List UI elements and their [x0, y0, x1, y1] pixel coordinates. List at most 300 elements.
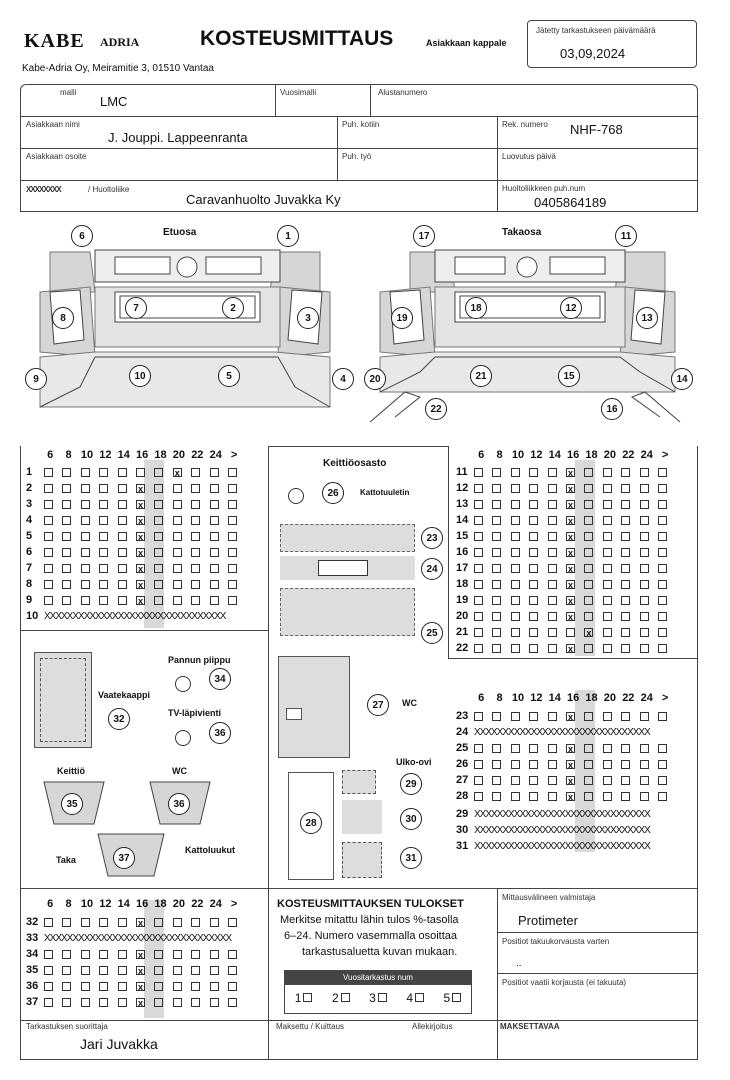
checkbox[interactable] [118, 998, 127, 1007]
checkbox[interactable] [621, 792, 630, 801]
checkbox[interactable] [44, 596, 53, 605]
checkbox[interactable] [99, 468, 108, 477]
checkbox[interactable] [658, 644, 667, 653]
checkbox[interactable] [511, 548, 520, 557]
checkbox[interactable] [210, 468, 219, 477]
checkbox[interactable] [474, 564, 483, 573]
checkbox[interactable] [154, 468, 163, 477]
checkbox[interactable] [603, 744, 612, 753]
checkbox[interactable] [621, 712, 630, 721]
checkbox[interactable] [584, 776, 593, 785]
checkbox[interactable] [228, 484, 237, 493]
checkbox[interactable] [81, 982, 90, 991]
checkbox[interactable] [474, 500, 483, 509]
checkbox[interactable] [603, 532, 612, 541]
valmistaja-value[interactable]: Protimeter [518, 913, 578, 928]
vuosi-check-3[interactable]: 3 [369, 991, 387, 1005]
checkbox[interactable] [210, 998, 219, 1007]
checkbox[interactable] [44, 484, 53, 493]
checkbox[interactable] [492, 532, 501, 541]
checkbox[interactable] [584, 484, 593, 493]
checkbox[interactable] [228, 950, 237, 959]
checkbox[interactable] [658, 580, 667, 589]
checkbox[interactable] [511, 776, 520, 785]
checkbox[interactable]: x [567, 743, 573, 754]
checkbox[interactable]: x [137, 563, 143, 574]
checkbox[interactable] [658, 468, 667, 477]
checkbox[interactable] [603, 516, 612, 525]
huolto-puh-value[interactable]: 0405864189 [534, 195, 607, 210]
checkbox[interactable] [658, 760, 667, 769]
checkbox[interactable] [81, 500, 90, 509]
checkbox[interactable] [62, 468, 71, 477]
checkbox[interactable] [210, 950, 219, 959]
checkbox[interactable] [474, 548, 483, 557]
checkbox[interactable] [492, 516, 501, 525]
checkbox[interactable] [154, 500, 163, 509]
checkbox[interactable] [44, 548, 53, 557]
checkbox[interactable]: x [567, 759, 573, 770]
checkbox[interactable] [492, 612, 501, 621]
checkbox[interactable] [603, 776, 612, 785]
checkbox[interactable] [154, 484, 163, 493]
checkbox[interactable] [228, 982, 237, 991]
checkbox[interactable] [492, 792, 501, 801]
checkbox[interactable] [658, 612, 667, 621]
checkbox[interactable] [621, 484, 630, 493]
checkbox[interactable] [62, 580, 71, 589]
checkbox[interactable] [548, 580, 557, 589]
checkbox[interactable] [191, 596, 200, 605]
checkbox[interactable] [81, 468, 90, 477]
checkbox[interactable] [474, 760, 483, 769]
checkbox[interactable] [492, 500, 501, 509]
checkbox[interactable] [658, 516, 667, 525]
checkbox[interactable] [492, 712, 501, 721]
checkbox[interactable] [99, 918, 108, 927]
checkbox[interactable] [210, 918, 219, 927]
checkbox[interactable] [584, 712, 593, 721]
checkbox[interactable] [511, 644, 520, 653]
checkbox[interactable] [191, 982, 200, 991]
checkbox[interactable] [228, 500, 237, 509]
checkbox[interactable] [474, 776, 483, 785]
checkbox[interactable] [118, 966, 127, 975]
checkbox[interactable]: x [567, 563, 573, 574]
checkbox[interactable] [640, 596, 649, 605]
checkbox[interactable] [99, 596, 108, 605]
checkbox[interactable]: x [567, 579, 573, 590]
checkbox[interactable] [191, 580, 200, 589]
checkbox[interactable]: x [567, 775, 573, 786]
checkbox[interactable] [191, 532, 200, 541]
checkbox[interactable] [210, 500, 219, 509]
checkbox[interactable] [529, 628, 538, 637]
checkbox[interactable] [548, 468, 557, 477]
checkbox[interactable] [81, 580, 90, 589]
checkbox[interactable] [474, 468, 483, 477]
checkbox[interactable] [584, 468, 593, 477]
checkbox[interactable] [154, 564, 163, 573]
checkbox[interactable] [99, 982, 108, 991]
asiakas-value[interactable]: J. Jouppi. Lappeenranta [108, 130, 248, 145]
checkbox[interactable]: x [567, 531, 573, 542]
checkbox[interactable] [44, 950, 53, 959]
checkbox[interactable] [118, 564, 127, 573]
checkbox[interactable] [640, 644, 649, 653]
checkbox[interactable] [603, 468, 612, 477]
checkbox[interactable] [474, 792, 483, 801]
checkbox[interactable] [584, 612, 593, 621]
checkbox[interactable] [492, 564, 501, 573]
checkbox[interactable] [640, 792, 649, 801]
checkbox[interactable] [621, 516, 630, 525]
checkbox[interactable] [154, 596, 163, 605]
checkbox[interactable] [154, 516, 163, 525]
checkbox[interactable] [529, 500, 538, 509]
checkbox[interactable] [81, 564, 90, 573]
checkbox[interactable] [474, 712, 483, 721]
checkbox[interactable] [44, 918, 53, 927]
checkbox[interactable] [529, 596, 538, 605]
checkbox[interactable] [548, 548, 557, 557]
checkbox[interactable] [191, 484, 200, 493]
takuu-value[interactable]: .. [516, 958, 522, 969]
checkbox[interactable] [99, 966, 108, 975]
checkbox[interactable] [99, 548, 108, 557]
checkbox[interactable] [529, 468, 538, 477]
checkbox[interactable]: x [567, 515, 573, 526]
checkbox[interactable] [640, 500, 649, 509]
checkbox[interactable] [99, 500, 108, 509]
checkbox[interactable] [81, 516, 90, 525]
checkbox[interactable] [191, 918, 200, 927]
checkbox[interactable] [529, 744, 538, 753]
checkbox[interactable] [228, 596, 237, 605]
checkbox[interactable] [62, 966, 71, 975]
checkbox[interactable] [62, 484, 71, 493]
checkbox[interactable] [566, 628, 575, 637]
checkbox[interactable] [511, 468, 520, 477]
checkbox[interactable] [173, 532, 182, 541]
checkbox[interactable] [173, 580, 182, 589]
checkbox[interactable] [173, 548, 182, 557]
checkbox[interactable] [584, 580, 593, 589]
checkbox[interactable] [62, 918, 71, 927]
checkbox[interactable] [584, 760, 593, 769]
checkbox[interactable] [81, 548, 90, 557]
checkbox[interactable] [640, 532, 649, 541]
checkbox[interactable] [548, 500, 557, 509]
checkbox[interactable] [640, 516, 649, 525]
checkbox[interactable] [621, 564, 630, 573]
checkbox[interactable] [640, 712, 649, 721]
checkbox[interactable] [621, 612, 630, 621]
checkbox[interactable] [474, 580, 483, 589]
checkbox[interactable] [529, 712, 538, 721]
checkbox[interactable] [44, 982, 53, 991]
checkbox[interactable]: x [567, 499, 573, 510]
checkbox[interactable] [210, 564, 219, 573]
checkbox[interactable] [210, 982, 219, 991]
checkbox[interactable] [154, 548, 163, 557]
checkbox[interactable] [44, 500, 53, 509]
checkbox[interactable] [658, 596, 667, 605]
checkbox[interactable]: x [567, 791, 573, 802]
checkbox[interactable]: x [567, 483, 573, 494]
checkbox[interactable] [621, 744, 630, 753]
checkbox[interactable]: x [567, 711, 573, 722]
checkbox[interactable] [154, 998, 163, 1007]
checkbox[interactable] [228, 918, 237, 927]
checkbox[interactable] [118, 484, 127, 493]
checkbox[interactable] [603, 644, 612, 653]
checkbox[interactable] [173, 500, 182, 509]
checkbox[interactable] [228, 564, 237, 573]
checkbox[interactable] [173, 564, 182, 573]
checkbox[interactable]: x [137, 981, 143, 992]
checkbox[interactable] [228, 468, 237, 477]
checkbox[interactable] [529, 548, 538, 557]
checkbox[interactable]: x [137, 917, 143, 928]
checkbox[interactable] [62, 982, 71, 991]
checkbox[interactable] [584, 548, 593, 557]
checkbox[interactable] [99, 532, 108, 541]
checkbox[interactable] [640, 484, 649, 493]
checkbox[interactable] [210, 548, 219, 557]
checkbox[interactable] [529, 792, 538, 801]
checkbox[interactable]: x [586, 627, 592, 638]
checkbox[interactable] [99, 950, 108, 959]
checkbox[interactable] [621, 776, 630, 785]
malli-value[interactable]: LMC [100, 94, 128, 109]
checkbox[interactable] [228, 998, 237, 1007]
checkbox[interactable] [474, 628, 483, 637]
checkbox[interactable] [173, 950, 182, 959]
checkbox[interactable] [154, 982, 163, 991]
checkbox[interactable] [658, 776, 667, 785]
checkbox[interactable]: x [567, 467, 573, 478]
checkbox[interactable] [548, 484, 557, 493]
checkbox[interactable] [621, 468, 630, 477]
checkbox[interactable] [154, 950, 163, 959]
checkbox[interactable] [154, 918, 163, 927]
checkbox[interactable] [548, 760, 557, 769]
checkbox[interactable]: x [137, 595, 143, 606]
checkbox[interactable] [81, 998, 90, 1007]
checkbox[interactable] [173, 596, 182, 605]
checkbox[interactable] [603, 792, 612, 801]
checkbox[interactable] [173, 998, 182, 1007]
checkbox[interactable] [492, 644, 501, 653]
checkbox[interactable] [154, 966, 163, 975]
checkbox[interactable] [228, 532, 237, 541]
checkbox[interactable] [136, 468, 145, 477]
suorittaja-value[interactable]: Jari Juvakka [80, 1036, 158, 1052]
checkbox[interactable] [81, 484, 90, 493]
checkbox[interactable] [191, 468, 200, 477]
checkbox[interactable] [118, 468, 127, 477]
checkbox[interactable] [584, 792, 593, 801]
checkbox[interactable] [584, 516, 593, 525]
checkbox[interactable] [492, 548, 501, 557]
checkbox[interactable] [640, 744, 649, 753]
checkbox[interactable] [621, 644, 630, 653]
checkbox[interactable] [118, 982, 127, 991]
checkbox[interactable] [492, 628, 501, 637]
checkbox[interactable] [603, 484, 612, 493]
checkbox[interactable] [621, 760, 630, 769]
vuosi-check-1[interactable]: 1 [295, 991, 313, 1005]
checkbox[interactable] [81, 966, 90, 975]
checkbox[interactable] [228, 548, 237, 557]
checkbox[interactable] [474, 516, 483, 525]
checkbox[interactable] [658, 564, 667, 573]
checkbox[interactable] [210, 966, 219, 975]
checkbox[interactable] [621, 596, 630, 605]
checkbox[interactable] [658, 744, 667, 753]
checkbox[interactable] [640, 580, 649, 589]
checkbox[interactable] [118, 580, 127, 589]
checkbox[interactable] [603, 548, 612, 557]
checkbox[interactable] [529, 644, 538, 653]
date-value[interactable]: 03,09,2024 [560, 46, 626, 61]
checkbox[interactable] [191, 966, 200, 975]
checkbox[interactable] [62, 596, 71, 605]
checkbox[interactable] [118, 596, 127, 605]
checkbox[interactable] [548, 628, 557, 637]
checkbox[interactable] [492, 580, 501, 589]
checkbox[interactable] [621, 548, 630, 557]
checkbox[interactable] [99, 484, 108, 493]
checkbox[interactable] [584, 500, 593, 509]
checkbox[interactable] [658, 712, 667, 721]
checkbox[interactable] [44, 564, 53, 573]
checkbox[interactable] [474, 644, 483, 653]
checkbox[interactable] [548, 776, 557, 785]
checkbox[interactable] [511, 612, 520, 621]
checkbox[interactable] [210, 532, 219, 541]
checkbox[interactable] [62, 532, 71, 541]
checkbox[interactable] [154, 532, 163, 541]
checkbox[interactable] [529, 776, 538, 785]
checkbox[interactable] [173, 966, 182, 975]
checkbox[interactable] [62, 998, 71, 1007]
checkbox[interactable] [640, 776, 649, 785]
checkbox[interactable] [173, 918, 182, 927]
checkbox[interactable] [62, 548, 71, 557]
vuosi-check-4[interactable]: 4 [406, 991, 424, 1005]
checkbox[interactable] [62, 950, 71, 959]
checkbox[interactable] [658, 548, 667, 557]
checkbox[interactable] [658, 532, 667, 541]
checkbox[interactable] [621, 500, 630, 509]
checkbox[interactable] [548, 712, 557, 721]
checkbox[interactable] [529, 532, 538, 541]
checkbox[interactable] [584, 532, 593, 541]
checkbox[interactable] [548, 516, 557, 525]
checkbox[interactable]: x [137, 579, 143, 590]
checkbox[interactable] [584, 564, 593, 573]
checkbox[interactable] [118, 548, 127, 557]
checkbox[interactable] [603, 580, 612, 589]
checkbox[interactable] [658, 628, 667, 637]
checkbox[interactable] [621, 532, 630, 541]
checkbox[interactable] [584, 744, 593, 753]
checkbox[interactable] [154, 580, 163, 589]
checkbox[interactable]: x [137, 531, 143, 542]
checkbox[interactable] [118, 532, 127, 541]
checkbox[interactable] [603, 712, 612, 721]
checkbox[interactable] [191, 516, 200, 525]
checkbox[interactable] [492, 484, 501, 493]
checkbox[interactable]: x [137, 515, 143, 526]
checkbox[interactable]: x [567, 547, 573, 558]
checkbox[interactable] [548, 744, 557, 753]
checkbox[interactable] [529, 580, 538, 589]
checkbox[interactable] [511, 596, 520, 605]
checkbox[interactable] [191, 548, 200, 557]
checkbox[interactable] [44, 468, 53, 477]
checkbox[interactable]: x [137, 997, 143, 1008]
checkbox[interactable] [548, 792, 557, 801]
checkbox[interactable] [44, 966, 53, 975]
checkbox[interactable] [118, 950, 127, 959]
huoltoliike-value[interactable]: Caravanhuolto Juvakka Ky [186, 192, 341, 207]
checkbox[interactable] [210, 516, 219, 525]
checkbox[interactable] [99, 998, 108, 1007]
checkbox[interactable]: x [567, 595, 573, 606]
checkbox[interactable] [62, 564, 71, 573]
checkbox[interactable] [492, 596, 501, 605]
checkbox[interactable] [603, 760, 612, 769]
checkbox[interactable] [640, 468, 649, 477]
checkbox[interactable] [44, 516, 53, 525]
checkbox[interactable] [658, 500, 667, 509]
rek-value[interactable]: NHF-768 [570, 122, 623, 137]
checkbox[interactable] [529, 484, 538, 493]
checkbox[interactable]: x [567, 611, 573, 622]
checkbox[interactable] [474, 484, 483, 493]
checkbox[interactable]: x [137, 547, 143, 558]
checkbox[interactable] [511, 484, 520, 493]
checkbox[interactable] [118, 500, 127, 509]
checkbox[interactable] [640, 612, 649, 621]
checkbox[interactable] [99, 516, 108, 525]
checkbox[interactable] [511, 792, 520, 801]
checkbox[interactable] [584, 596, 593, 605]
checkbox[interactable]: x [137, 965, 143, 976]
checkbox[interactable] [191, 500, 200, 509]
checkbox[interactable] [621, 628, 630, 637]
checkbox[interactable]: x [137, 949, 143, 960]
checkbox[interactable] [173, 484, 182, 493]
checkbox[interactable]: x [137, 483, 143, 494]
checkbox[interactable] [548, 596, 557, 605]
checkbox[interactable] [173, 516, 182, 525]
checkbox[interactable] [99, 580, 108, 589]
checkbox[interactable] [603, 564, 612, 573]
checkbox[interactable] [658, 792, 667, 801]
checkbox[interactable] [529, 564, 538, 573]
checkbox[interactable] [603, 596, 612, 605]
checkbox[interactable] [492, 776, 501, 785]
checkbox[interactable] [529, 516, 538, 525]
checkbox[interactable] [81, 950, 90, 959]
checkbox[interactable] [81, 596, 90, 605]
checkbox[interactable] [81, 918, 90, 927]
checkbox[interactable] [191, 950, 200, 959]
